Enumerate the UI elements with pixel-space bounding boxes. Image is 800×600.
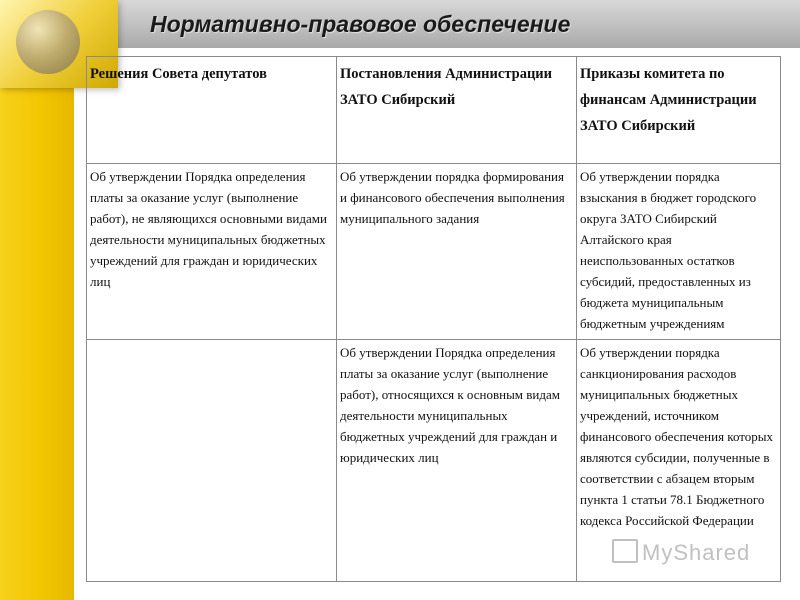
coin-icon [16, 10, 80, 74]
table-cell [87, 340, 337, 582]
header-administration-resolutions: Постановления Администрации ЗАТО Сибирский [337, 57, 577, 164]
header-finance-committee-orders: Приказы комитета по финансам Администрации ЗАТО Сибирский [577, 57, 781, 164]
header-council-decisions: Решения Совета депутатов [87, 57, 337, 164]
table-cell: Об утверждении порядка формирования и финансового обеспечения выполнения муниципального задания [337, 164, 577, 340]
watermark-text: MyShared [642, 540, 751, 565]
watermark-icon [612, 539, 638, 563]
left-decorative-stripe [0, 0, 74, 600]
legal-documents-table [86, 56, 781, 582]
table-cell: Об утверждении Порядка определения платы за оказание услуг (выполнение работ), не являющихся основными видами деятельности муниципальных бюджетных учреждений для граждан и юридических лиц [87, 164, 337, 340]
table-row [87, 164, 781, 340]
table-cell: Об утверждении порядка взыскания в бюджет городского округа ЗАТО Сибирский Алтайского края неиспользованных остатков субсидий, предоставленных из бюджета муниципальным бюджетным учреждениям [577, 164, 781, 340]
table-cell: Об утверждении порядка санкционирования расходов муниципальных бюджетных учреждений, источником финансового обеспечения которых являются субсидии, полученные в соответствии с абзацем вторым пункта 1 статьи 78.1 Бюджетного кодекса Российской Федерации [577, 340, 781, 582]
watermark-logo [612, 538, 772, 568]
table-header-row [87, 57, 781, 164]
slide-title: Нормативно-правовое обеспечение [150, 11, 571, 37]
table-cell: Об утверждении Порядка определения платы за оказание услуг (выполнение работ), относящихся к основным видам деятельности муниципальных бюджетных учреждений для граждан и юридических лиц [337, 340, 577, 582]
